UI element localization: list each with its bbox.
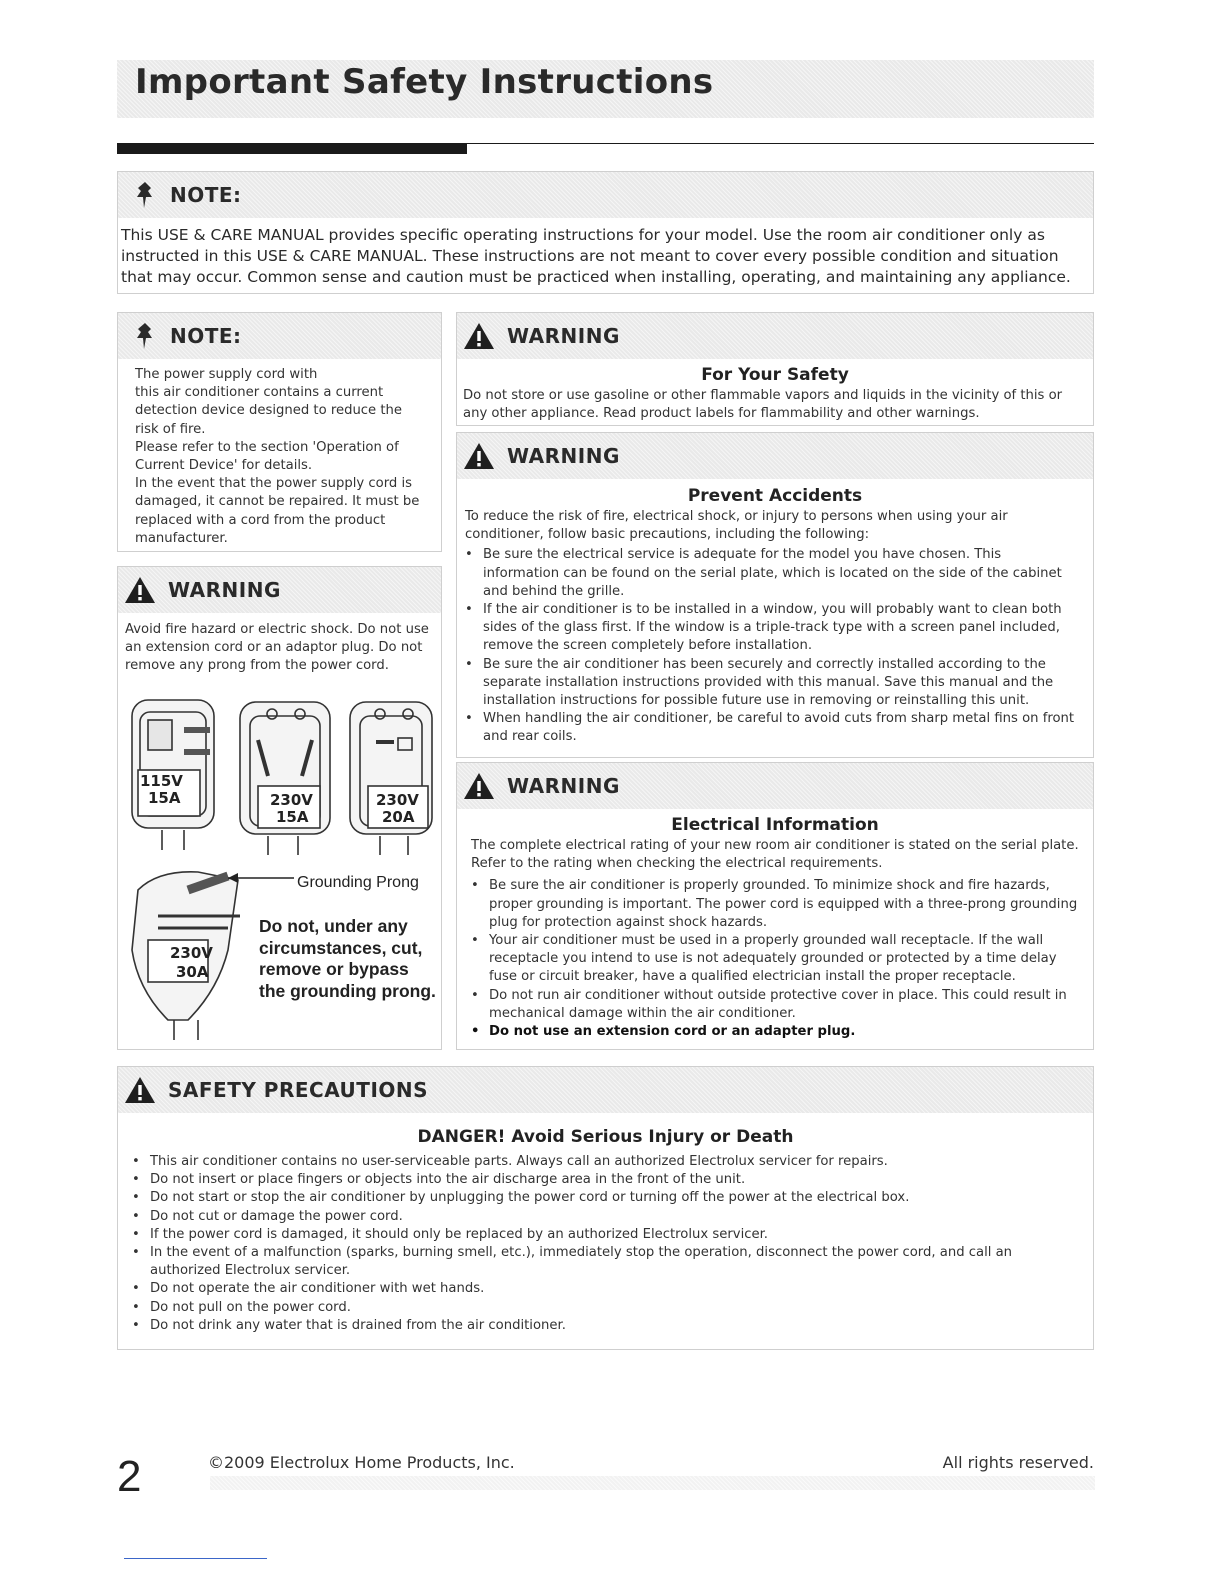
warning-triangle-icon [463,321,495,351]
note-top-header [118,172,1093,218]
safety-precautions-header [118,1067,1093,1113]
note-cord-line: this air conditioner contains a current detection device designed to reduce the risk of fire. [135,385,403,437]
note-cord-header [118,313,441,359]
list-item: • When handling the air conditioner, be careful to avoid cuts from sharp metal fins on front and rear coils. [461,710,1079,746]
note-cord-line: In the event that the power supply cord is damaged, it cannot be repaired. It must be replaced with a cord from the product manufacturer. [135,476,420,546]
title-rule-thin [467,143,1094,144]
note-top-heading: NOTE: [170,183,242,207]
note-cord-line: The power supply cord with [135,367,318,382]
plug4-amp: 30A [176,963,209,981]
plug2-amp: 15A [276,808,309,826]
list-item-bold: • Do not use an extension cord or an adapter plug. [467,1023,1083,1041]
warning-extension-text: Avoid fire hazard or electric shock. Do not use an extension cord or an adaptor plug. Do not remove any prong from the power cord. [125,622,429,674]
plug1-amp: 15A [148,789,181,807]
grounding-warning-text: Do not, under any circumstances, cut, remove or bypass the grounding prong. [259,916,436,1001]
warning-accidents-intro: To reduce the risk of fire, electrical shock, or injury to persons when using your air conditioner, follow basic precautions, including the following: [465,509,1008,543]
list-item: • Do not cut or damage the power cord. [128,1208,1083,1226]
plug4-rating [170,944,213,982]
plug-230v-15a-image [240,702,330,855]
warning-triangle-icon [124,575,156,605]
warning-extension-heading: WARNING [168,578,281,602]
warning-safety-subheading: For Your Safety [701,365,849,385]
safety-precautions-heading: SAFETY PRECAUTIONS [168,1078,429,1102]
footer-bar [210,1476,1095,1490]
plug3-volt: 230V [376,791,419,809]
note-top-panel [117,171,1094,294]
plug3-rating [376,792,419,826]
copyright-text: ©2009 Electrolux Home Products, Inc. [208,1453,515,1472]
warning-electrical-subheading: Electrical Information [671,815,879,835]
list-item: • Do not insert or place fingers or objects into the air discharge area in the front of the unit. [128,1171,1083,1189]
list-item: • Be sure the air conditioner has been securely and correctly installed according to the separate installation instructions provided with this manual. Save this manual and the installation instructions for possible future use in removing or reinstalling this unit. [461,656,1079,711]
warning-accidents-panel [456,432,1094,758]
note-cord-line: Please refer to the section 'Operation of Current Device' for details. [135,439,399,474]
warning-triangle-icon [124,1075,156,1105]
pushpin-icon [134,180,156,210]
rights-text: All rights reserved. [942,1453,1094,1472]
warning-safety-header [457,313,1093,359]
warning-electrical-panel [456,762,1094,1050]
blue-underline [124,1558,267,1559]
plug2-rating [270,792,313,826]
safety-precautions-panel [117,1066,1094,1350]
plug1-rating [140,773,183,807]
note-cord-heading: NOTE: [170,324,242,348]
list-item: • This air conditioner contains no user-serviceable parts. Always call an authorized Electrolux servicer for repairs. [128,1153,1083,1171]
plug3-amp: 20A [382,808,415,826]
safety-precautions-subheading: DANGER! Avoid Serious Injury or Death [417,1127,794,1147]
warning-triangle-icon [463,771,495,801]
plug1-volt: 115V [140,772,183,790]
plug4-volt: 230V [170,944,213,962]
warning-electrical-heading: WARNING [507,774,620,798]
warning-safety-panel [456,312,1094,426]
page-number: 2 [117,1452,142,1501]
list-item: • In the event of a malfunction (sparks, burning smell, etc.), immediately stop the operation, disconnect the power cord, and call an authorized Electrolux servicer. [128,1244,1083,1280]
warning-triangle-icon [463,441,495,471]
title-rule-thick [117,143,467,154]
list-item: • Do not run air conditioner without outside protective cover in place. This could result in mechanical damage within the air conditioner. [467,987,1083,1023]
grounding-prong-label: Grounding Prong [297,874,419,891]
page-title: Important Safety Instructions [135,62,714,102]
list-item: • Be sure the air conditioner is properly grounded. To minimize shock and fire hazards, proper grounding is important. The power cord is equipped with a three-prong grounding plug for protection against shock hazards. [467,877,1083,932]
note-cord-panel [117,312,442,552]
warning-safety-text: Do not store or use gasoline or other flammable vapors and liquids in the vicinity of this or any other appliance. Read product labels for flammability and other warnings. [463,388,1063,422]
list-item: • Do not start or stop the air conditioner by unplugging the power cord or turning off the power at the electrical box. [128,1189,1083,1207]
warning-accidents-heading: WARNING [507,444,620,468]
list-item: • Your air conditioner must be used in a properly grounded wall receptacle. If the wall receptacle you intend to use is not adequately grounded or protected by a time delay fuse or circuit breaker, have a qualified electrician install the proper receptacle. [467,932,1083,987]
list-item: • Do not pull on the power cord. [128,1299,1083,1317]
pushpin-icon [134,321,156,351]
plug2-volt: 230V [270,791,313,809]
warning-accidents-list [457,544,1093,746]
list-item: • Do not operate the air conditioner with wet hands. [128,1280,1083,1298]
warning-safety-heading: WARNING [507,324,620,348]
warning-electrical-intro: The complete electrical rating of your new room air conditioner is stated on the serial plate. Refer to the rating when checking the electrical requirements. [471,838,1079,872]
warning-accidents-subheading: Prevent Accidents [687,486,863,506]
plug-230v-20a-image [350,702,432,855]
warning-accidents-header [457,433,1093,479]
warning-electrical-list [457,875,1093,1041]
warning-extension-header [118,567,441,613]
safety-precautions-list [118,1147,1093,1335]
warning-electrical-header [457,763,1093,809]
list-item: • Be sure the electrical service is adequate for the model you have chosen. This information can be found on the serial plate, which is located on the side of the cabinet and behind the grille. [461,546,1079,601]
list-item: • Do not drink any water that is drained from the air conditioner. [128,1317,1083,1335]
note-cord-body [118,359,441,548]
list-item: • If the power cord is damaged, it should only be replaced by an authorized Electrolux servicer. [128,1226,1083,1244]
note-top-text: This USE & CARE MANUAL provides specific operating instructions for your model. Use the room air conditioner only as instructed in this USE & CARE MANUAL. These instructions are not meant to cover every possible condition and situation that may occur. Common sense and caution must be practiced when installing, operating, and maintaining any appliance. [121,226,1071,286]
list-item: • If the air conditioner is to be installed in a window, you will probably want to clean both sides of the glass first. If the window is a triple-track type with a screen panel included, remove the screen completely before installation. [461,601,1079,656]
